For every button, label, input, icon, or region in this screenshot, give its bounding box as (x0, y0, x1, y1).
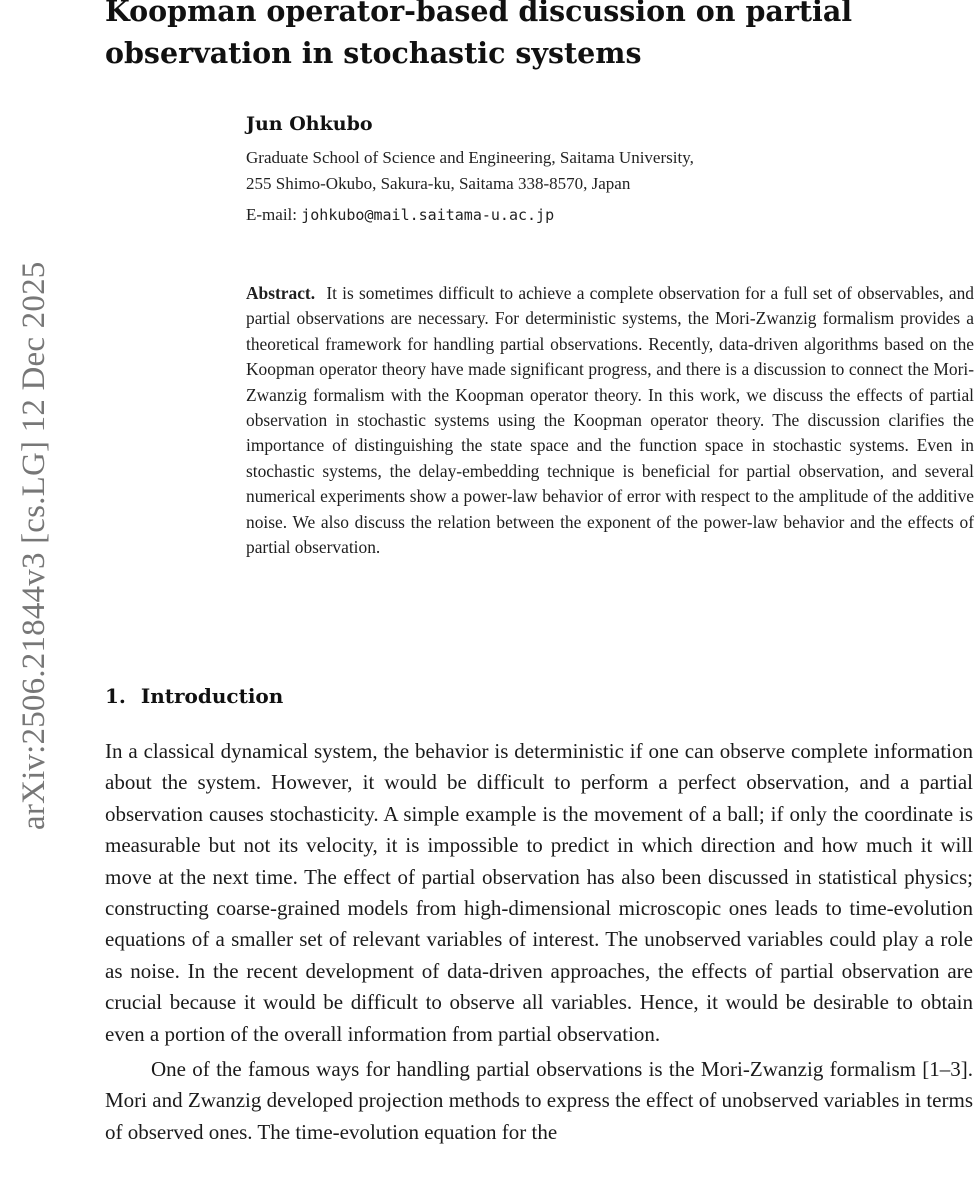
abstract-text: It is sometimes difficult to achieve a complete observation for a full set of observables, and partial observations are necessary. For deterministic systems, the Mori-Zwanzig formalism provides a theoretical framework for handling partial observations. Recently, data-driven algorithms based on the Koopman operator theory have made significant progress, and there is a discussion to connect the Mori-Zwanzig formalism with the Koopman operator theory. In this work, we discuss the effects of partial observation in stochastic systems using the Koopman operator theory. The discussion clarifies the importance of distinguishing the state space and the function space in stochastic systems. Even in stochastic systems, the delay-embedding technique is beneficial for partial observation, and several numerical experiments show a power-law behavior of error with respect to the amplitude of the additive noise. We also discuss the relation between the exponent of the power-law behavior and the effects of partial observation. (246, 283, 974, 558)
email-address: johkubo@mail.saitama-u.ac.jp (301, 206, 555, 224)
arxiv-identifier-stamp: arXiv:2506.21844v3 [cs.LG] 12 Dec 2025 (16, 261, 52, 830)
section-number: 1. (105, 684, 126, 708)
abstract-label: Abstract. (246, 283, 316, 303)
paper-title: Koopman operator-based discussion on partial observation in stochastic systems (105, 0, 853, 70)
author-name: Jun Ohkubo (246, 113, 373, 135)
affiliation-line-2: 255 Shimo-Okubo, Sakura-ku, Saitama 338-8570, Japan (246, 174, 631, 193)
section-heading-introduction (105, 684, 283, 708)
email-label: E-mail: (246, 205, 297, 224)
affiliation-line-1: Graduate School of Science and Engineering, Saitama University, (246, 148, 694, 167)
body-paragraph-1: In a classical dynamical system, the behavior is deterministic if one can observe complete information about the system. However, it would be difficult to perform a perfect observation, and a partial observation causes stochasticity. A simple example is the movement of a ball; if only the coordinate is measurable but not its velocity, it is impossible to predict in which direction and how much it will move at the next time. The effect of partial observation has also been discussed in statistical physics; constructing coarse-grained models from high-dimensional microscopic ones leads to time-evolution equations of a smaller set of relevant variables of interest. The unobserved variables could play a role as noise. In the recent development of data-driven approaches, the effects of partial observation are crucial because it would be difficult to observe all variables. Hence, it would be desirable to obtain even a portion of the overall information from partial observation. (105, 739, 973, 1046)
body-text (105, 736, 973, 1152)
section-title-text: Introduction (140, 684, 284, 708)
author-email (246, 205, 554, 225)
abstract (246, 281, 974, 560)
author-affiliation (246, 145, 946, 197)
body-paragraph-2: One of the famous ways for handling partial observations is the Mori-Zwanzig formalism [1–3]. Mori and Zwanzig developed projection methods to express the effect of unobserved variables in terms of observed ones. The time-evolution equation for the (105, 1057, 973, 1144)
